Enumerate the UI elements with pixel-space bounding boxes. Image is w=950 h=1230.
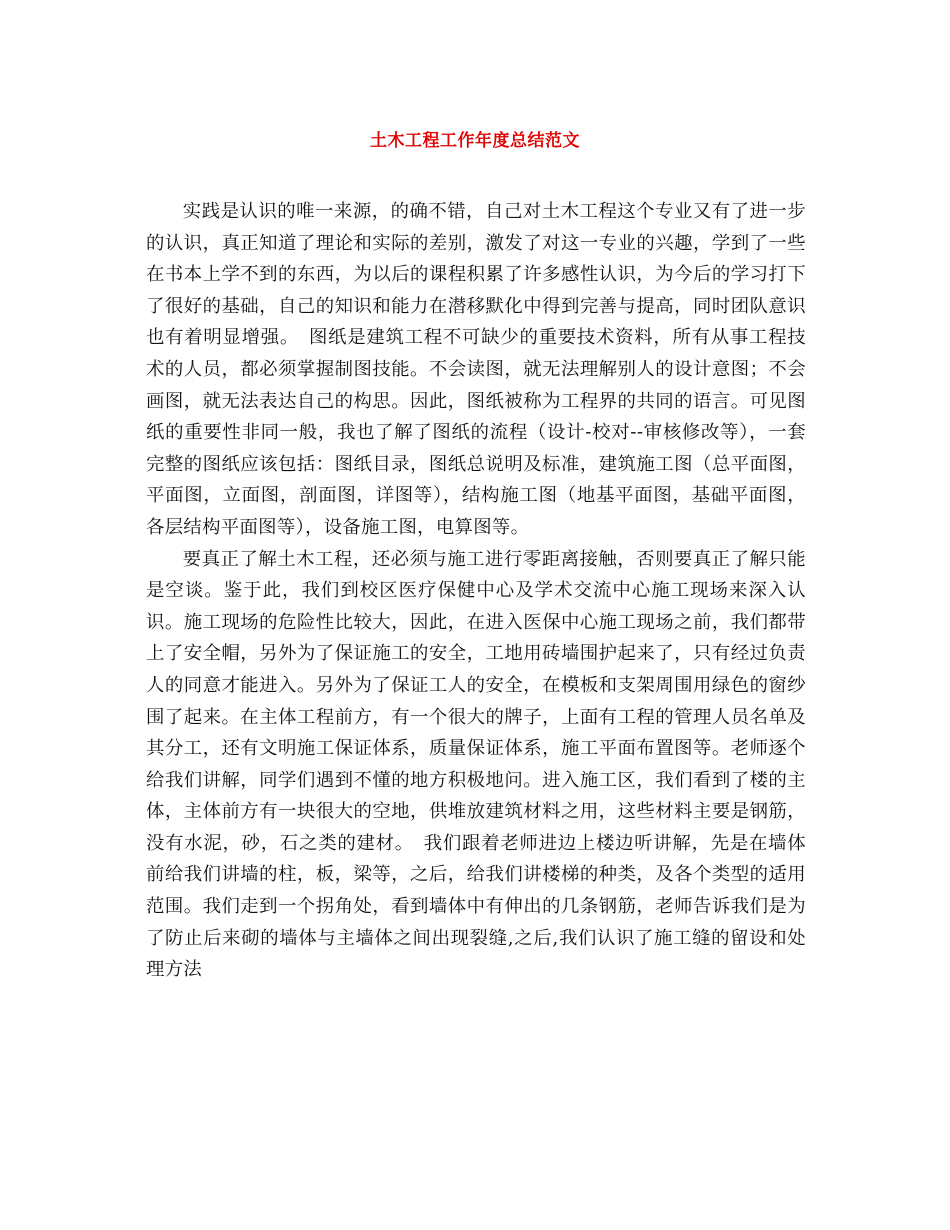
document-body [146,196,806,986]
paragraph-1: 实践是认识的唯一来源，的确不错，自己对土木工程这个专业又有了进一步的认识，真正知道了理论和实际的差别，激发了对这一专业的兴趣，学到了一些在书本上学不到的东西，为以后的课程积累了许多感性认识，为今后的学习打下了很好的基础，自己的知识和能力在潜移默化中得到完善与提高，同时团队意识也有着明显增强。 图纸是建筑工程不可缺少的重要技术资料，所有从事工程技术的人员，都必须掌握制图技能。不会读图，就无法理解别人的设计意图；不会画图，就无法表达自己的构思。因此，图纸被称为工程界的共同的语言。可见图纸的重要性非同一般，我也了解了图纸的流程（设计-校对--审核修改等），一套完整的图纸应该包括：图纸目录，图纸总说明及标准，建筑施工图（总平面图，平面图，立面图，剖面图，详图等），结构施工图（地基平面图，基础平面图，各层结构平面图等），设备施工图，电算图等。 [146,201,806,538]
paragraph-2: 要真正了解土木工程，还必须与施工进行零距离接触，否则要真正了解只能是空谈。鉴于此，我们到校区医疗保健中心及学术交流中心施工现场来深入认识。施工现场的危险性比较大，因此，在进入医保中心施工现场之前，我们都带上了安全帽，另外为了保证施工的安全，工地用砖墙围护起来了，只有经过负责人的同意才能进入。另外为了保证工人的安全，在模板和支架周围用绿色的窗纱围了起来。在主体工程前方，有一个很大的牌子，上面有工程的管理人员名单及其分工，还有文明施工保证体系，质量保证体系，施工平面布置图等。老师逐个给我们讲解，同学们遇到不懂的地方积极地问。进入施工区，我们看到了楼的主体，主体前方有一块很大的空地，供堆放建筑材料之用，这些材料主要是钢筋，没有水泥，砂，石之类的建材。 我们跟着老师进边上楼边听讲解，先是在墙体前给我们讲墙的柱，板，梁等，之后，给我们讲楼梯的种类，及各个类型的适用范围。我们走到一个拐角处，看到墙体中有伸出的几条钢筋，老师告诉我们是为了防止后来砌的墙体与主墙体之间出现裂缝,之后,我们认识了施工缝的留设和处理方法 [146,548,806,981]
document-title: 土木工程工作年度总结范文 [370,131,580,151]
